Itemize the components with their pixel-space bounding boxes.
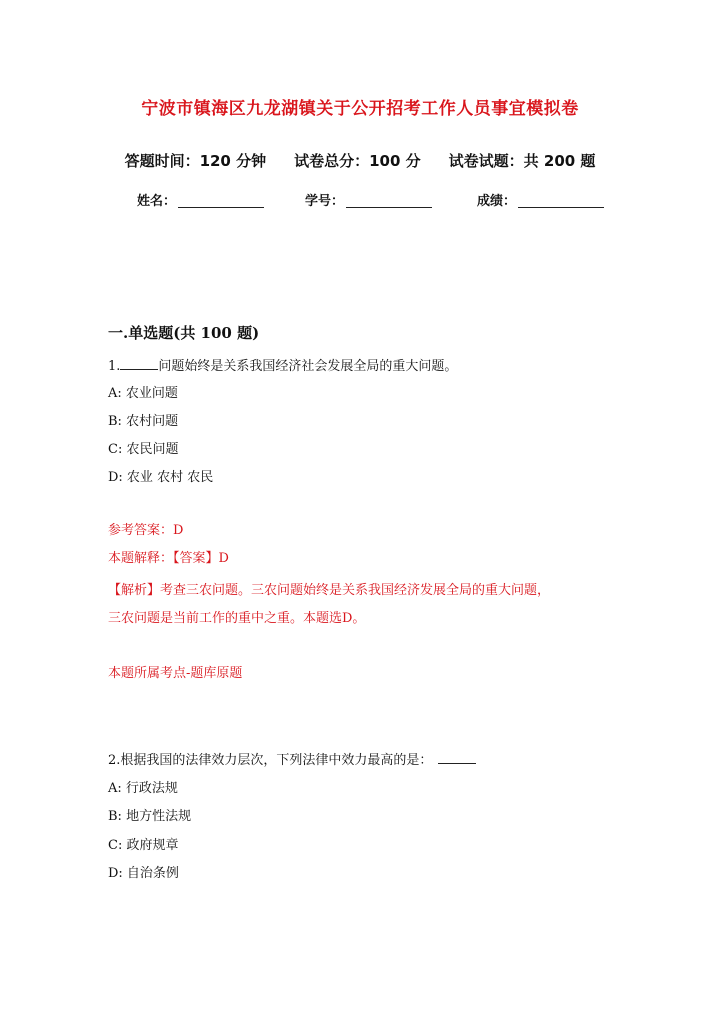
name-field bbox=[137, 190, 264, 209]
question-2-option-d: D: 自治条例 bbox=[108, 866, 179, 881]
exam-total-score: 试卷总分：100 分 bbox=[294, 152, 421, 170]
question-1-blank bbox=[120, 356, 158, 370]
question-1-option-b: B: 农村问题 bbox=[108, 414, 179, 429]
name-label: 姓名： bbox=[137, 194, 177, 209]
exam-meta bbox=[0, 150, 720, 171]
question-1-option-d: D: 农业 农村 农民 bbox=[108, 470, 214, 485]
student-id-field bbox=[305, 190, 432, 209]
section-title: 一.单选题(共 100 题) bbox=[108, 324, 260, 342]
question-1-text: 问题始终是关系我国经济社会发展全局的重大问题。 bbox=[158, 359, 458, 374]
student-id-label: 学号： bbox=[305, 194, 345, 209]
question-1-number: 1. bbox=[108, 359, 121, 374]
question-1-explain-label: 本题解释：【答案】D bbox=[108, 551, 229, 566]
exam-time: 答题时间：120 分钟 bbox=[124, 152, 267, 170]
question-1-option-a: A: 农业问题 bbox=[108, 386, 178, 401]
question-2-number: 2. bbox=[108, 753, 121, 768]
student-id-blank[interactable] bbox=[346, 195, 432, 208]
grade-blank[interactable] bbox=[518, 195, 604, 208]
grade-field bbox=[477, 190, 604, 209]
exam-title: 宁波市镇海区九龙湖镇关于公开招考工作人员事宜模拟卷 bbox=[141, 99, 579, 119]
question-1-analysis-line-1: 【解析】考查三农问题。三农问题始终是关系我国经济发展全局的重大问题， bbox=[108, 583, 551, 598]
question-2-text: 根据我国的法律效力层次，下列法律中效力最高的是： bbox=[120, 753, 433, 768]
grade-label: 成绩： bbox=[477, 194, 517, 209]
question-2-option-b: B: 地方性法规 bbox=[108, 809, 192, 824]
exam-question-count: 试卷试题：共 200 题 bbox=[448, 152, 596, 170]
question-1-option-c: C: 农民问题 bbox=[108, 442, 179, 457]
question-2-stem bbox=[108, 750, 476, 770]
question-1-analysis-line-2: 三农问题是当前工作的重中之重。本题选D。 bbox=[108, 611, 366, 626]
question-2-blank bbox=[438, 750, 476, 764]
name-blank[interactable] bbox=[178, 195, 264, 208]
question-2-option-a: A: 行政法规 bbox=[108, 781, 178, 796]
question-1-answer: 参考答案：D bbox=[108, 523, 184, 538]
question-2-option-c: C: 政府规章 bbox=[108, 838, 179, 853]
question-1-stem bbox=[108, 356, 457, 376]
question-1-topic: 本题所属考点-题库原题 bbox=[108, 666, 243, 681]
